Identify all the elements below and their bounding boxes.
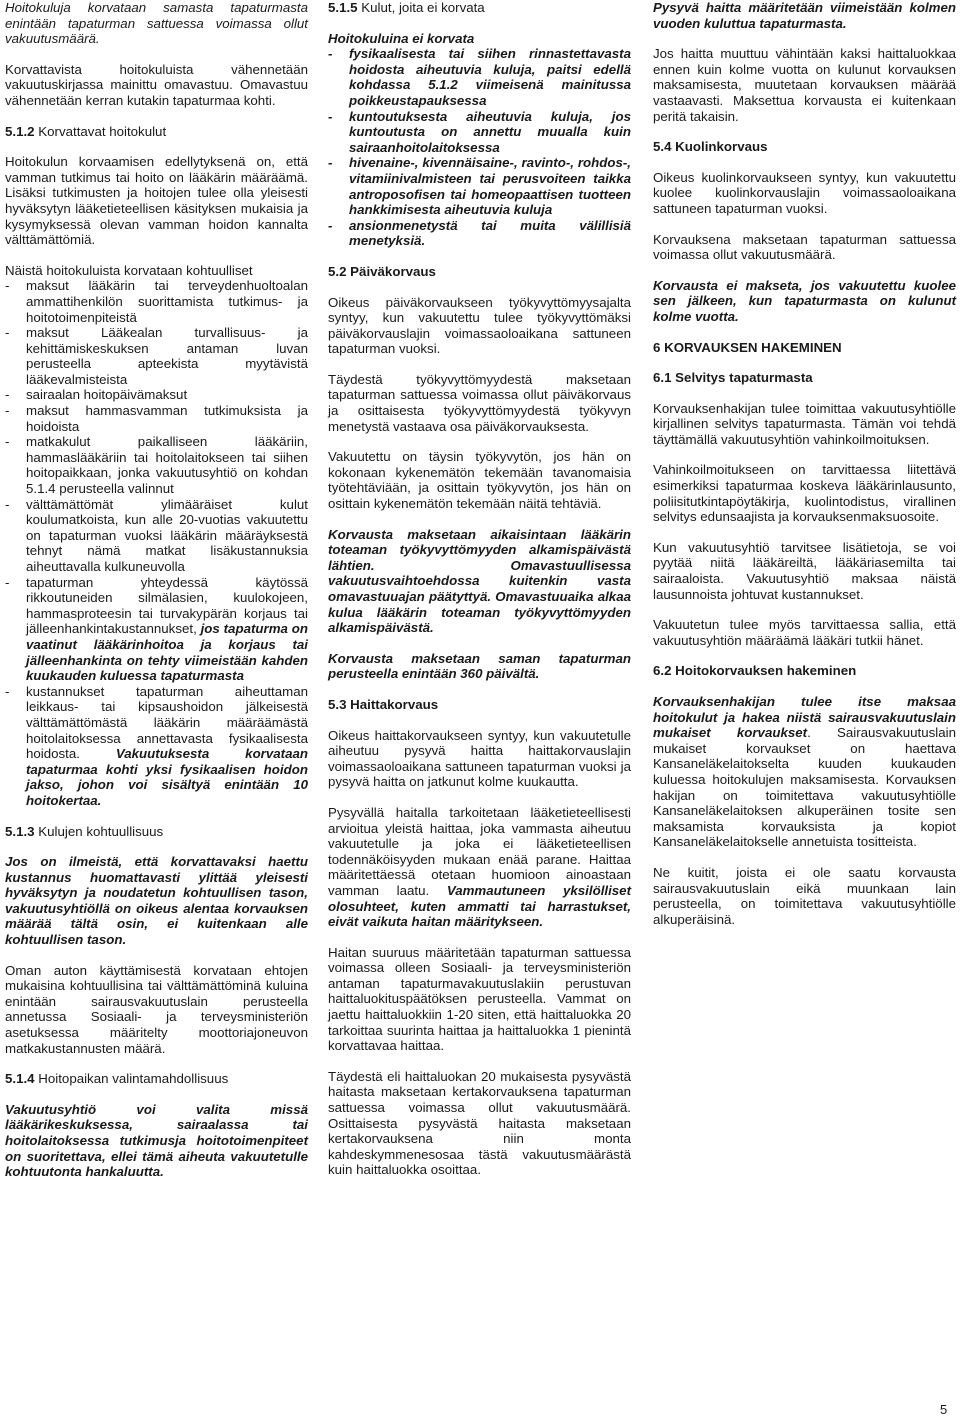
paragraph: Hoitokulun korvaamisen edellytyksenä on, että vamman tutkimus tai hoito on lääkärin määräämä. Lisäksi tutkimusten ja hoitojen tulee olla yleisesti hyväksytyn lääketieteellisen käsityksen mukaisia ja kysymyksessä olevan vamman hoidon kannalta välttämättömiä. <box>5 154 308 248</box>
paragraph: Korvausta maksetaan aikaisintaan lääkärin toteaman työkyvyttömyyden alkamispäivästä lähtien. Omavastuullisessa vakuutusvaihtoehdossa kuitenkin vasta omavastuuajan päätyttyä. Omavastuuaika alkaa kulua lääkärin toteaman työkyvyttömyyden alkamispäivästä. <box>328 526 631 636</box>
list-item-text: fysikaalisesta tai siihen rinnastettavasta hoidosta aiheutuvia kuluja, paitsi edellä kohdassa 5.1.2 viimeisenä mainitussa poikkeustapauksessa <box>349 46 631 108</box>
list-item-emphasis: Vakuutuksesta korvataan tapaturmaa kohti yksi fysikaalisen hoidon jakso, johon voi sisältyä enintään 10 hoitokertaa. <box>26 746 308 808</box>
list-item <box>5 278 308 325</box>
column-left <box>5 0 308 1180</box>
paragraph-emphasis: Vammautuneen yksilölliset olosuhteet, kuten ammatti tai harrastukset, eivät vaikuta haitan määritykseen. <box>328 882 631 930</box>
paragraph: Vakuutettu on täysin työkyvytön, jos hän on kokonaan kykenemätön tekemään tavanomaisia työtehtäviään, ja osittain työkyvytön, jos hän on osittain kykenemätön tekemään näitä tehtäviä. <box>328 449 631 512</box>
paragraph: Oman auton käyttämisestä korvataan ehtojen mukaisina kohtuullisina tai välttämättöminä kuluina enintään sairausvakuutuslain perusteella annetussa Sosiaali- ja terveysministeriön asetuksessa määritelty moottoriajoneuvon matkakustannusten määrä. <box>5 962 308 1056</box>
list-item-text: sairaalan hoitopäivämaksut <box>26 387 188 403</box>
section-heading-5-1-2 <box>5 124 308 140</box>
heading-text: Hoitopaikan valintamahdollisuus <box>34 1071 229 1087</box>
paragraph-emphasis: Korvauksenhakijan tulee itse maksaa hoitokulut ja hakea niistä sairausvakuutuslain mukaiset korvaukset <box>653 694 956 741</box>
list-item <box>5 497 308 575</box>
list-excluded-costs <box>328 46 631 249</box>
dash-marker: - <box>5 683 10 699</box>
list-item-emphasis: jos tapaturma on vaatinut lääkärinhoitoa ja korjaus tai jälleenhankinta on tehty viimeistään kahden kuukauden kuluessa tapaturmasta <box>26 621 308 684</box>
section-heading-5-1-4 <box>5 1071 308 1087</box>
paragraph: Korvauksena maksetaan tapaturman sattuessa voimassa ollut vakuutusmäärä. <box>653 231 956 263</box>
list-covered-costs <box>5 278 308 808</box>
section-heading-6-2: 6.2 Hoitokorvauksen hakeminen <box>653 663 857 679</box>
list-item <box>5 575 308 684</box>
heading-number: 5.1.3 <box>5 823 35 839</box>
paragraph: Kun vakuutusyhtiö tarvitsee lisätietoja, se voi pyytää niitä lääkäreiltä, lääkäriasemilta tai sairaaloista. Vakuutusyhtiö maksaa näistä lausunnoista johtuvat kustannukset. <box>653 539 956 602</box>
section-heading-5-1-3 <box>5 824 308 840</box>
paragraph-text: Pysyvällä haitalla tarkoitetaan lääketieteellisesti arvioitua yleistä haittaa, joka vammasta aiheutuu vakuutetulle ja joka ei lääketieteellisen todennäköisyyden mukaan enää parane. Haittaa määritettäessä otetaan huomioon ainoastaan vamman laatu. <box>328 804 631 898</box>
list-item-text: maksut hammasvamman tutkimuksista ja hoidoista <box>26 403 308 434</box>
list-item-text: maksut lääkärin tai terveydenhuoltoalan ammattihenkilön suorittamista tutkimus- ja hoitotoimenpiteistä <box>26 278 308 325</box>
dash-marker: - <box>328 217 333 233</box>
paragraph: Näistä hoitokuluista korvataan kohtuulliset <box>5 262 253 278</box>
list-item-text: välttämättömät ylimääräiset kulut koulumatkoista, kun alle 20-vuotias vakuutettu on tapaturman vuoksi lääkärin määräyksestä tehnyt nämä matkat lisäkustannuksia aiheuttavalla kulkuneuvolla <box>26 496 308 574</box>
heading-text: Korvattavat hoitokulut <box>34 123 167 139</box>
paragraph: Jos haitta muuttuu vähintään kaksi haittaluokkaa ennen kuin kolme vuotta on kulunut korvauksen maksamisesta, muutetaan korvauksen määrää vastaavasti. Maksettua korvausta ei kuitenkaan peritä takaisin. <box>653 46 956 124</box>
paragraph-text: . Sairausvakuutuslain mukaiset korvaukset on haettava Kansaneläkelaitokselta kuuden kuukauden kuluessa hoitokulujen maksamisesta. Korvauksen hakijan on toimitettava vakuutusyhtiölle Kansaneläkelaitoksen alkuperäinen tosite sen maksamista korvauksista ja kopiot Kansaneläkelaitokselle annetuista tositteista. <box>653 725 956 850</box>
list-item <box>328 46 631 108</box>
paragraph: Vakuutetun tulee myös tarvittaessa sallia, että vakuutusyhtiön määräämä lääkäri tutkii hänet. <box>653 617 956 648</box>
paragraph <box>328 805 631 930</box>
dash-marker: - <box>5 434 10 450</box>
paragraph: Täydestä eli haittaluokan 20 mukaisesta pysyvästä haitasta maksetaan kertakorvauksena tapaturman sattuessa voimassa ollut vakuutusmäärä. Osittaisesta pysyvästä haitasta maksetaan kertakorvauksena niin monta kahdeskymmenesosaa tästä vakuutusmäärästä kuin haittaluokka osoittaa. <box>328 1068 631 1178</box>
list-item-text: ansionmenetystä tai muita välillisiä menetyksiä. <box>349 217 631 249</box>
dash-marker: - <box>5 403 10 419</box>
heading-number: 5.1.5 <box>328 0 358 15</box>
heading-text: Kulujen kohtuullisuus <box>34 823 164 839</box>
list-item <box>328 218 631 249</box>
paragraph: Vahinkoilmoitukseen on tarvittaessa liitettävä esimerkiksi tapaturmaa koskeva lääkärinlausunto, poliisitutkintapöytäkirja, kuolintodistus, virallinen selvitys edunsaajista ja korvauksenmaksuosoite. <box>653 462 956 525</box>
heading-number: 5.1.2 <box>5 123 35 139</box>
dash-marker: - <box>5 496 10 512</box>
list-item-text: kustannukset tapaturman aiheuttaman leikkaus- tai kipsaushoidon jälkeisestä välttämättömästä lääkärin määräämästä hoitolaitoksessa annettavasta fysikaalisesta hoidosta. <box>26 683 308 762</box>
list-item-text: hivenaine-, kivennäisaine-, ravinto-, rohdos-, vitamiinivalmisteen tai perusvoiteen taikka antroposofisen tai homeopaattisen tuotteen hankkimisesta aiheutuvia kuluja <box>349 155 631 218</box>
dash-marker: - <box>5 278 10 294</box>
list-item-text: tapaturman yhteydessä käytössä rikkoutuneiden silmälasien, kuulokojeen, hammasproteesin tai turvakypärän korjaus tai jälleenhankintakustannukset, <box>26 574 308 637</box>
paragraph: Pysyvä haitta määritetään viimeistään kolmen vuoden kuluttua tapaturmasta. <box>653 0 956 31</box>
paragraph: Täydestä työkyvyttömyydestä maksetaan tapaturman sattuessa voimassa ollut päiväkorvaus ja osittaisesta työkyvyttömyydestä työkyvyn menetystä vastaava osa päiväkorvauksesta. <box>328 371 631 434</box>
column-middle <box>328 0 631 1178</box>
dash-marker: - <box>5 387 10 403</box>
dash-marker: - <box>5 574 10 590</box>
dash-marker: - <box>5 325 10 341</box>
list-item <box>5 434 308 496</box>
heading-number: 5.1.4 <box>5 1071 35 1087</box>
paragraph: Jos on ilmeistä, että korvattavaksi haettu kustannus huomattavasti ylittää yleisesti hyväksytyn ja noudatetun kohtuullisen tason, vakuutusyhtiöllä on oikeus alentaa korvauksen määrää tältä osin, ei kuitenkaan alle kohtuullisen tason. <box>5 854 308 948</box>
dash-marker: - <box>328 108 333 124</box>
paragraph: Korvattavista hoitokuluista vähennetään vakuutuskirjassa mainittu omavastuu. Omavastuu vähennetään kerran kutakin tapaturmaa kohti. <box>5 61 308 108</box>
dash-marker: - <box>328 46 333 62</box>
paragraph: Oikeus haittakorvaukseen syntyy, kun vakuutetulle aiheutuu pysyvä haitta haittakorvauslajin voimassaoloaikana sattuneen tapaturman vuoksi ja pysyvä haitta on jatkunut kolme kuukautta. <box>328 727 631 790</box>
page-number: 5 <box>940 1402 948 1417</box>
list-item <box>5 325 308 387</box>
section-heading-5-1-5 <box>328 0 631 16</box>
section-heading-6-1: 6.1 Selvitys tapaturmasta <box>653 370 813 386</box>
section-heading-6: 6 KORVAUKSEN HAKEMINEN <box>653 339 842 355</box>
list-item <box>5 684 308 809</box>
section-heading-5-2: 5.2 Päiväkorvaus <box>328 263 436 279</box>
paragraph: Ne kuitit, joista ei ole saatu korvausta sairausvakuutuslain eikä muunkaan lain perusteella, on toimitettava vakuutusyhtiölle alkuperäisinä. <box>653 864 956 927</box>
paragraph: Korvausta maksetaan saman tapaturman perusteella enintään 360 päivältä. <box>328 650 631 682</box>
paragraph: Hoitokuluina ei korvata <box>328 30 475 46</box>
paragraph: Haitan suuruus määritetään tapaturman sattuessa voimassa olleen Sosiaali- ja terveysministeriön antaman tapaturmavakuutuslakiin perustuvan haittaluokituspäätöksen perusteella. Vammat on jaettu haittaluokkiin 1-20 siten, että haittaluokka 20 tarkoittaa suurinta haittaa ja haittaluokka 1 pienintä korvattavaa haittaa. <box>328 944 631 1054</box>
paragraph <box>653 694 956 850</box>
paragraph: Oikeus kuolinkorvaukseen syntyy, kun vakuutettu kuolee kuolinkorvauslajin voimassaoloaikana sattuneen tapaturman vuoksi. <box>653 169 956 216</box>
paragraph: Hoitokuluja korvataan samasta tapaturmasta enintään tapaturman sattuessa voimassa ollut vakuutusmäärä. <box>5 0 308 47</box>
dash-marker: - <box>328 155 333 171</box>
list-item <box>328 109 631 156</box>
section-heading-5-3: 5.3 Haittakorvaus <box>328 696 439 712</box>
paragraph: Oikeus päiväkorvaukseen työkyvyttömyysajalta syntyy, kun vakuutettu tulee työkyvyttömäksi päiväkorvauslajin voimassaoloaikana sattuneen tapaturman vuoksi. <box>328 294 631 357</box>
paragraph: Korvausta ei makseta, jos vakuutettu kuolee sen jälkeen, kun tapaturmasta on kulunut kolme vuotta. <box>653 277 956 324</box>
paragraph: Vakuutusyhtiö voi valita missä lääkärikeskuksessa, sairaalassa tai hoitolaitoksessa tutkimusja hoitotoimenpiteet on suoritettava, ellei tämä aiheuta vakuutetulle kohtuutonta hankaluutta. <box>5 1101 308 1180</box>
section-heading-5-4: 5.4 Kuolinkorvaus <box>653 139 768 155</box>
list-item-text: matkakulut paikalliseen lääkäriin, hammaslääkäriin tai hoitolaitokseen tai siihen hoitopaikkaan, jonka vakuutusyhtiö on kohdan 5.1.4 perusteella valinnut <box>26 434 308 497</box>
column-right <box>653 0 956 927</box>
list-item <box>328 155 631 217</box>
heading-text: Kulut, joita ei korvata <box>357 0 485 15</box>
list-item <box>5 403 308 434</box>
paragraph: Korvauksenhakijan tulee toimittaa vakuutusyhtiölle kirjallinen selvitys tapaturmasta. Tämän voi tehdä täyttämällä vakuutusyhtiön vahinkoilmoituksen. <box>653 400 956 447</box>
list-item-text: maksut Lääkealan turvallisuus- ja kehittämiskeskuksen antaman luvan perusteella apteekista myytävistä lääkevalmisteista <box>26 325 308 387</box>
list-item-text: kuntoutuksesta aiheutuvia kuluja, jos kuntoutusta on annettu muualla kuin sairaanhoitolaitoksessa <box>349 108 631 155</box>
list-item <box>5 387 308 403</box>
